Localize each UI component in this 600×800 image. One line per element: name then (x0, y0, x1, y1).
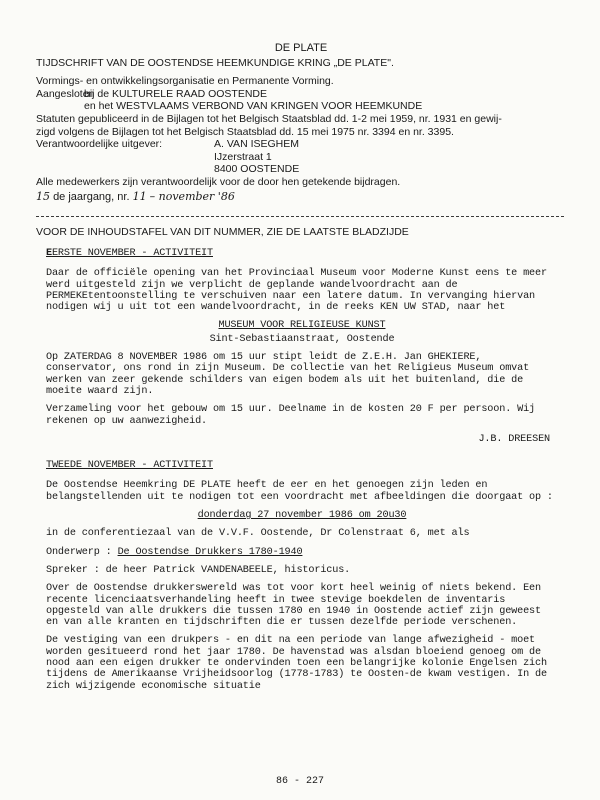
vorming-line: Vormings- en ontwikkelingsorganisatie en Permanente Vorming. (36, 75, 334, 88)
paragraph: De Oostendse Heemkring DE PLATE heeft de eer en het genoegen zijn leden en belangstellenden uit te nodigen tot een voordracht met afbeeldingen die doorgaat op : (46, 480, 553, 503)
statuten-line-2: zigd volgens de Bijlagen tot het Belgisch Staatsblad dd. 15 mei 1975 nr. 3394 en nr. 3395. (36, 125, 454, 138)
statuten-line-1: Statuten gepubliceerd in de Bijlagen tot het Belgisch Staatsblad dd. 1-2 mei 1959, nr. 1931 en gewij- (36, 112, 502, 125)
museum-street: Sint-Sebastiaanstraat, Oostende (209, 333, 395, 345)
divider (36, 216, 564, 217)
signature: J.B. DREESEN (478, 433, 550, 445)
aangesloten-label: Aangesloten (36, 87, 95, 100)
issue-line (36, 191, 566, 204)
paragraph: Op ZATERDAG 8 NOVEMBER 1986 om 15 uur stipt leidt de Z.E.H. Jan GHEKIERE, conservator, ons rond in zijn Museum. De collectie van het Religieus Museum omvat werken van zeer gekende schilders van eigen bodem als uit het buitenland, die de moeite waard zijn. (46, 352, 530, 397)
journal-subtitle: TIJDSCHRIFT VAN DE OOSTENDSE HEEMKUNDIGE KRING „DE PLATE". (36, 56, 394, 69)
paragraph: Verzameling voor het gebouw om 15 uur. Deelname in de kosten 20 F per persoon. Wij rekenen op uw aanwezigheid. (46, 404, 536, 427)
jaargang-handwritten: 15 (36, 189, 50, 203)
uitgever-city: 8400 OOSTENDE (214, 163, 300, 176)
uitgever-row-street (36, 151, 566, 164)
paragraph: Daar de officiële opening van het Provinciaal Museum voor Moderne Kunst eens te meer werd uitgesteld zijn we verplicht de geplande wandelvoordracht aan de PERMEKEtentoonstelling te verschuiven naar een latere datum. In vervanging hiervan nodigen wij u uit tot een wandelvoordracht, in de reeks KEN UW STAD, naar het (46, 268, 547, 314)
paragraph: De vestiging van een drukpers - en dit na een periode van lange afwezigheid - moet worden gesitueerd rond het jaar 1780. De havenstad was alsdan bloeiend genoeg om de nood aan een eigen drukker te ondervinden toen een belangrijke kolonie Engelsen zich tijdens de Amerikaanse Vrijheidsoorlog (1778-1783) te Oosten-de kwam vestigen. In de zich wijzigende economische situatie (46, 635, 547, 692)
journal-title: DE PLATE (274, 42, 328, 54)
onderwerp-label: Onderwerp : (46, 546, 118, 558)
jaargang-label: de jaargang, nr. (53, 190, 130, 203)
aangesloten-spacer (36, 100, 84, 113)
uitgever-street: IJzerstraat 1 (214, 150, 272, 163)
masthead (36, 42, 566, 203)
lecture-date: donderdag 27 november 1986 om 20u30 (197, 510, 407, 522)
onderwerp-line (46, 547, 558, 558)
museum-title: MUSEUM VOOR RELIGIEUSE KUNST (218, 320, 386, 332)
uitgever-label: Verantwoordelijke uitgever: (36, 138, 163, 151)
uitgever-row-city (36, 163, 566, 176)
uitgever-spacer-1 (36, 151, 214, 164)
medewerkers-line: Alle medewerkers zijn verantwoordelijk voor de door hen getekende bijdragen. (36, 175, 401, 188)
heading-initial: E (46, 248, 52, 259)
aangesloten-line-1: bij de KULTURELE RAAD OOSTENDE (84, 87, 268, 100)
uitgever-spacer-2 (36, 163, 214, 176)
heading-rest: ERSTE NOVEMBER - ACTIVITEIT (51, 248, 213, 259)
aangesloten-row-2 (36, 100, 566, 113)
paragraph: Over de Oostendse drukkerswereld was tot voor kort heel weinig of niets bekend. Een recente licenciaatsverhandeling heeft in twee stevige boekdelen de inventaris opgesteld van alle drukkers die tussen 1780 en 1940 in Oostende actief zijn geweest en van alle kranten en tijdschriften die er tussen dezelfde periode verschenen. (46, 583, 541, 629)
uitgever-name: A. VAN ISEGHEM (214, 138, 299, 151)
issue-date-handwritten: – november '86 (149, 189, 235, 203)
page-number: 86 - 227 (275, 776, 324, 787)
article-body (46, 248, 558, 699)
aangesloten-block (36, 88, 566, 101)
section-heading-1 (46, 248, 558, 259)
onderwerp-title: De Oostendse Drukkers 1780-1940 (117, 546, 303, 558)
paragraph: in de conferentiezaal van de V.V.F. Oostende, Dr Colenstraat 6, met als (46, 528, 470, 540)
toc-note: VOOR DE INHOUDSTAFEL VAN DIT NUMMER, ZIE DE LAATSTE BLADZIJDE (36, 226, 409, 238)
section-heading-2: TWEEDE NOVEMBER - ACTIVITEIT (46, 460, 213, 472)
spreker-line: Spreker : de heer Patrick VANDENABEELE, historicus. (46, 564, 351, 576)
aangesloten-line-2: en het WESTVLAAMS VERBOND VAN KRINGEN VOOR HEEMKUNDE (84, 100, 423, 113)
uitgever-block (36, 138, 566, 151)
issue-number-handwritten: 11 (132, 189, 147, 203)
